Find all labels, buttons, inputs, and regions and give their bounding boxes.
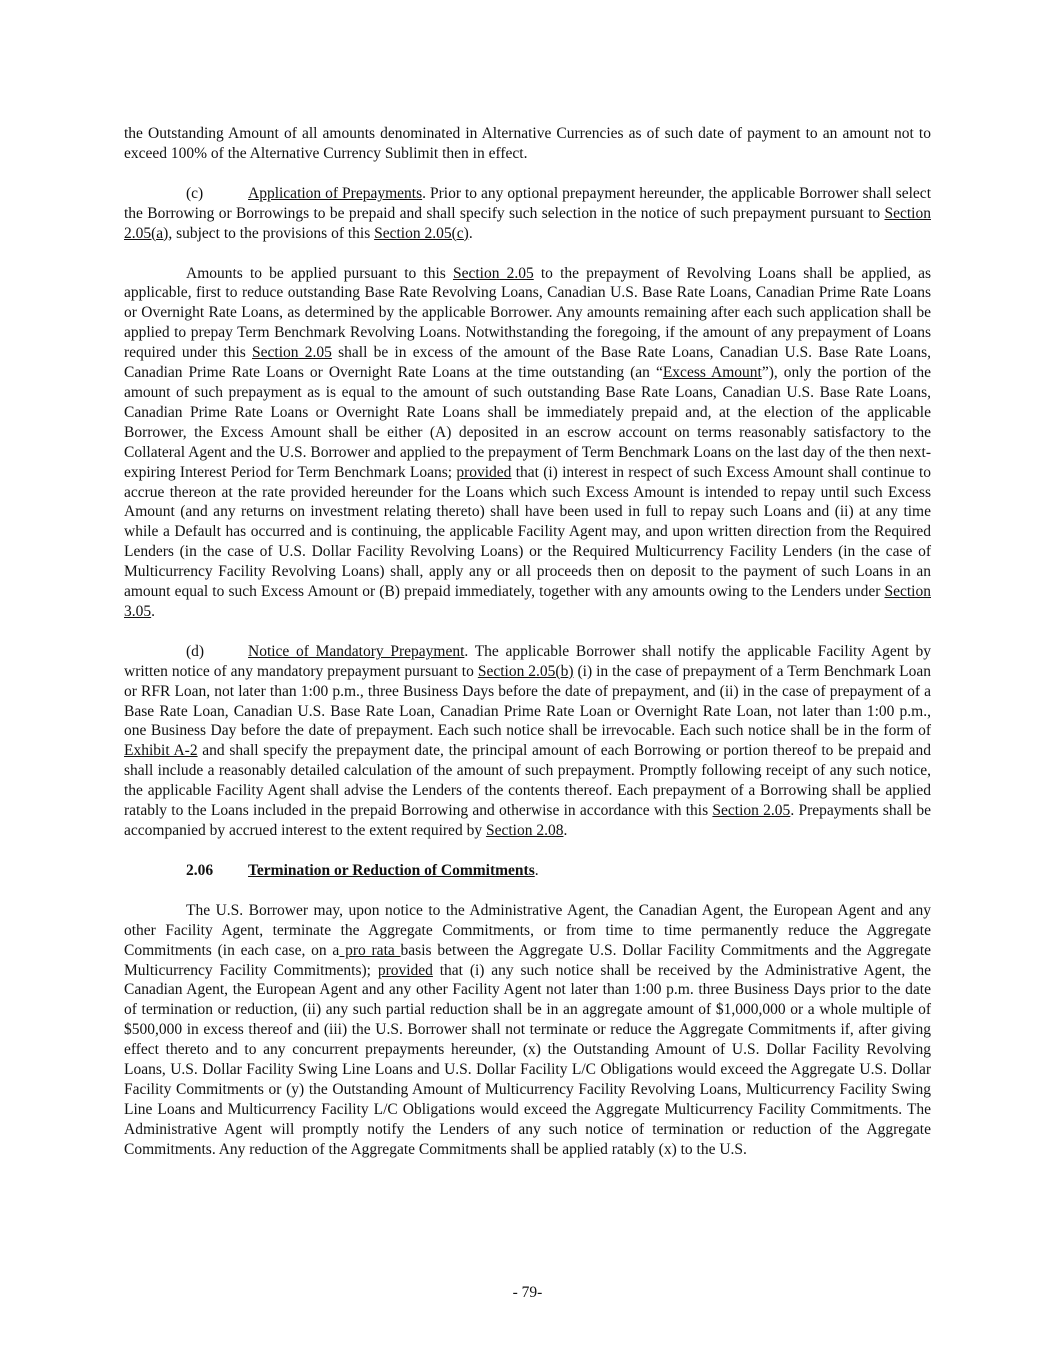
clause-enumerator: (d)	[186, 642, 205, 660]
section-title: Termination or Reduction of Commitments	[248, 861, 535, 879]
clause-enumerator: (c)	[186, 184, 204, 202]
section-reference: Section 2.05(a)	[124, 204, 931, 242]
clause-title: Application of Prepayments	[248, 184, 423, 202]
section-reference: Section 2.05(b)	[477, 662, 574, 680]
section-reference: Section 2.05(c)	[374, 224, 469, 242]
paragraph-termination-or-reduction: The U.S. Borrower may, upon notice to the Administrative Agent, the Canadian Agent, the European Agent and any other Facility Agent, terminate the Aggregate Commitments, or from time to time permanently reduce the Aggregate Commitments (in each case, on a pro rata basis between the Aggregate U.S. Dollar Facility Commitments and the Aggregate Multicurrency Facility Commitments); provided that (i) any such notice shall be received by the Administrative Agent, the Canadian Agent, the European Agent and any other Facility Agent not later than 1:00 p.m. three Business Days prior to the date of termination or reduction, (ii) any such partial reduction shall be in an aggregate amount of $1,000,000 or a whole multiple of $500,000 in excess thereof and (iii) the U.S. Borrower shall not terminate or reduce the Aggregate Commitments if, after giving effect thereto and to any concurrent prepayments hereunder, (x) the Outstanding Amount of U.S. Dollar Facility Revolving Loans, U.S. Dollar Facility Swing Line Loans and U.S. Dollar Facility L/C Obligations would exceed the Aggregate U.S. Dollar Facility Commitments or (y) the Outstanding Amount of Multicurrency Facility Revolving Loans, Multicurrency Facility Swing Line Loans and Multicurrency Facility L/C Obligations would exceed the Aggregate Multicurrency Facility Commitments. The Administrative Agent will promptly notify the Lenders of any such notice of termination or reduction of the Aggregate Commitments. Any reduction of the Aggregate Commitments shall be applied ratably (x) to the U.S.	[124, 901, 932, 1158]
document-body	[124, 124, 931, 1160]
exhibit-reference: Exhibit A-2	[124, 742, 198, 760]
proviso-term: provided	[377, 961, 433, 979]
section-number: 2.06	[186, 861, 214, 879]
paragraph-c-application-of-prepayments: (c) Application of Prepayments. Prior to any optional prepayment hereunder, the applicable Borrower shall select the Borrowing or Borrowings to be prepaid and shall specify such selection in the notice of such prepayment pursuant to Section 2.05(a), subject to the provisions of this Section 2.05(c).	[124, 184, 931, 242]
page-number: - 79-	[512, 1284, 543, 1301]
latin-term: pro rata	[339, 941, 401, 959]
paragraph-d-notice-of-mandatory-prepayment: (d) Notice of Mandatory Prepayment. The applicable Borrower shall notify the applicable Facility Agent by written notice of any mandatory prepayment pursuant to Section 2.05(b) (i) in the case of prepayment of a Term Benchmark Loan or RFR Loan, not later than 1:00 p.m., three Business Days before the date of prepayment, and (ii) in the case of prepayment of a Base Rate Loan, Canadian U.S. Base Rate Loan, Canadian Prime Rate Loan or Overnight Rate Loan, not later than 1:00 p.m., one Business Day before the date of prepayment. Each such notice shall be irrevocable. Each such notice shall be in the form of Exhibit A-2 and shall specify the prepayment date, the principal amount of each Borrowing or portion thereof to be prepaid and shall include a reasonably detailed calculation of the amount of such prepayment. Promptly following receipt of any such notice, the applicable Facility Agent shall advise the Lenders of the contents thereof. Each prepayment of a Borrowing shall be applied ratably to the Loans included in the prepaid Borrowing and otherwise in accordance with this Section 2.05. Prepayments shall be accompanied by accrued interest to the extent required by Section 2.08.	[124, 642, 931, 839]
paragraph-amounts-to-be-applied: Amounts to be applied pursuant to this Section 2.05 to the prepayment of Revolving Loans shall be applied, as applicable, first to reduce outstanding Base Rate Revolving Loans, Canadian U.S. Base Rate Loans, Canadian Prime Rate Loans or Overnight Rate Loans, as determined by the applicable Borrower. Any amounts remaining after each such application shall be applied to prepay Term Benchmark Revolving Loans. Notwithstanding the foregoing, if the amount of any prepayment of Loans required under this Section 2.05 shall be in excess of the amount of the Base Rate Loans, Canadian U.S. Base Rate Loans, Canadian Prime Rate Loans or Overnight Rate Loans at the time outstanding (an “Excess Amount”), only the portion of the amount of such prepayment as is equal to the amount of such outstanding Base Rate Loans, Canadian U.S. Base Rate Loans, Canadian Prime Rate Loans or Overnight Rate Loans shall be immediately prepaid and, at the election of the applicable Borrower, the Excess Amount shall be either (A) deposited in an escrow account on terms reasonably satisfactory to the Collateral Agent and the U.S. Borrower and applied to the prepayment of Term Benchmark Loans on the last day of the then next-expiring Interest Period for Term Benchmark Loans; provided that (i) interest in respect of such Excess Amount shall continue to accrue thereon at the rate provided hereunder for the Loans which such Excess Amount is intended to repay until such Excess Amount (and any returns on investment relating thereto) shall have been used in full to repay such Loans and (ii) at any time while a Default has occurred and is continuing, the applicable Facility Agent may, and upon written direction from the Required Lenders (in the case of U.S. Dollar Facility Revolving Loans) or the Required Multicurrency Facility Lenders (in the case of Multicurrency Facility Revolving Loans) shall, apply any or all proceeds then on deposit to the payment of such Loans in an amount equal to such Excess Amount or (B) prepaid immediately, together with any amounts owing to the Lenders under Section 3.05.	[124, 264, 932, 620]
defined-term: Excess Amount	[662, 364, 762, 382]
proviso-term: provided	[456, 463, 512, 481]
paragraph-continuation: the Outstanding Amount of all amounts denominated in Alternative Currencies as of such date of payment to an amount not to exceed 100% of the Alternative Currency Sublimit then in effect.	[124, 125, 931, 162]
section-reference: Section 2.05	[252, 344, 332, 362]
section-reference: Section 2.05	[452, 264, 534, 282]
section-heading-2-06: 2.06 Termination or Reduction of Commitments.	[186, 861, 539, 879]
section-reference: Section 2.05	[712, 802, 791, 820]
section-reference: Section 2.08	[485, 822, 564, 839]
section-reference: Section 3.05	[124, 583, 931, 620]
clause-title: Notice of Mandatory Prepayment	[248, 642, 465, 660]
